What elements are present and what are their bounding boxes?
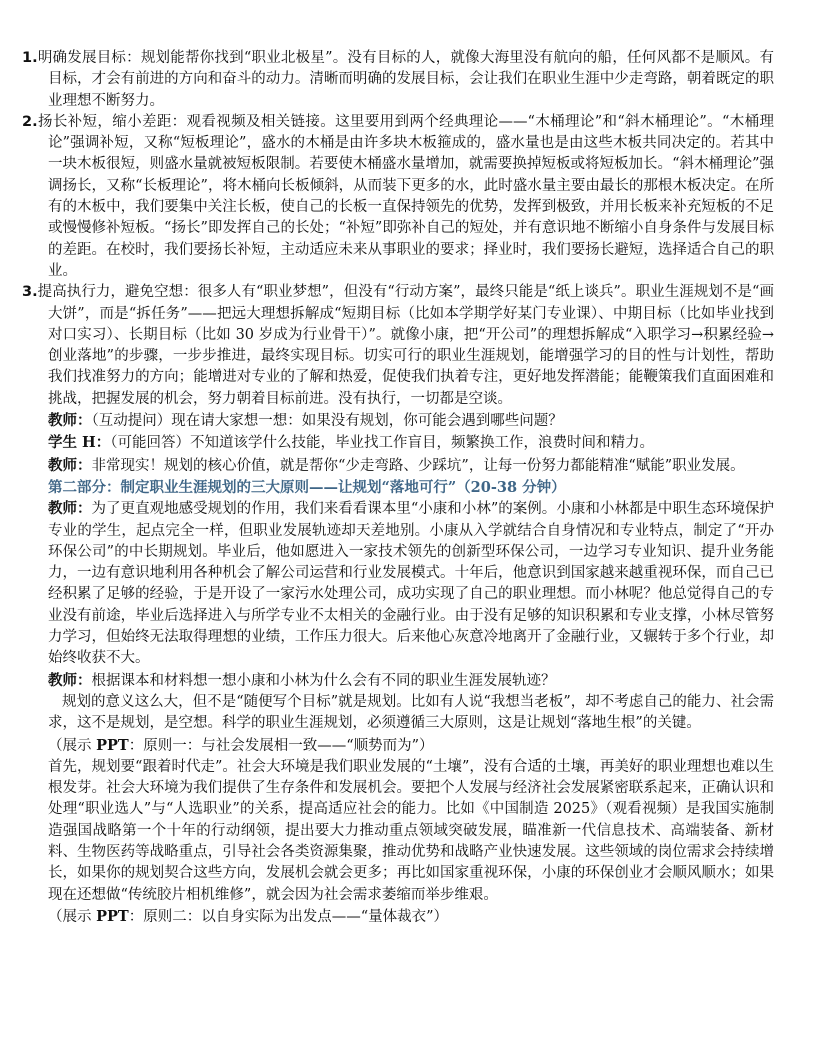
dialogue-text: （互动提问）现在请大家想一想：如果没有规划，你可能会遇到哪些问题？ (91, 413, 563, 430)
dialogue-text: 为了更直观地感受规划的作用，我们来看看课本里“小康和小林”的案例。小康和小林都是中职生态环境保护专业的学生，起点完全一样，但职业发展轨迹却天差地别。小康从入学就结合自身情况和专业特点，制定了“开办环保公司”的中长期规划。毕业后，他如愿进入一家技术领先的创新型环保公司，一边学习专业知识、提升业务能力，一边有意识地利用各种机会了解公司运营和行业发展模式。十年后，他意识到国家越来越重视环保，而自己已经积累了足够的经验，于是开设了一家污水处理公司，成功实现了自己的职业理想。而小林呢？他总觉得自己的专业没有前途，毕业后选择进入与所学专业不太相关的金融行业。由于没有足够的知识积累和专业支撑，小林尽管努力学习，但始终无法取得理想的业绩，工作压力很大。后来他心灰意冷地离开了金融行业，又辗转于多个行业，却始终收获不大。 (48, 501, 774, 667)
speaker-label: 教师： (48, 671, 92, 689)
paragraph-goal (22, 48, 774, 112)
ppt-note-principle-two (22, 906, 774, 928)
speaker-label: 学生 H： (48, 434, 111, 452)
ppt-label: PPT (96, 736, 129, 754)
paragraph-text: 扬长补短，缩小差距：观看视频及相关链接。这里要用到两个经典理论——“木桶理论”和“斜木桶理论”。“木桶理论”强调补短，又称“短板理论”，盛水的木桶是由许多块木板箍成的，盛水量也是由这些木板共同决定的。若其中一块木板很短，则盛水量就被短板限制。若要使木桶盛水量增加，就需要换掉短板或将短板加长。“斜木桶理论”强调扬长，又称“长板理论”，将木桶向长板倾斜，从而装下更多的水，此时盛水量主要由最长的那根木板决定。在所有的木板中，我们要集中关注长板，使自己的长板一直保持领先的优势，发挥到极致，并用长板来补充短板的不足或慢慢修补短板。“扬长”即发挥自己的长处；“补短”即弥补自己的短处，并有意识地不断缩小自身条件与发展目标的差距。在校时，我们要扬长补短，主动适应未来从事职业的要求；择业时，我们要扬长避短，选择适合自己的职业。 (37, 113, 774, 279)
paragraph-principle-one: 首先，规划要“跟着时代走”。社会大环境是我们职业发展的“土壤”，没有合适的土壤，再美好的职业理想也难以生根发芽。社会大环境为我们提供了生存条件和发展机会。要把个人发展与经济社会发展紧密联系起来，正确认识和处理“职业选人”与“人选职业”的关系，提高适应社会的能力。比如《中国制造 2025》（观看视频）是我国实施制造强国战略第一个十年的行动纲领，提出要大力推动重点领域突破发展，瞄准新一代信息技术、高端装备、新材料、生物医药等战略重点，引导社会各类资源集聚，推动优势和战略产业快速发展。这些领域的岗位需求会持续增长，如果你的规划契合这些方向，发展机会就会更多；再比如国家重视环保，小康的环保创业才会顺风顺水；如果现在还想做“传统胶片相机维修”，就会因为社会需求萎缩而举步维艰。 (48, 758, 774, 903)
list-number: 2. (22, 113, 38, 130)
dialogue-teacher-question (22, 410, 774, 432)
dialogue-text: （可能回答）不知道该学什么技能，毕业找工作盲目，频繁换工作，浪费时间和精力。 (110, 435, 654, 452)
speaker-label: 教师： (48, 412, 92, 430)
paragraph-text: 明确发展目标：规划能帮你找到“职业北极星”。没有目标的人，就像大海里没有航向的船，任何风都不是顺风。有目标，才会有前进的方向和奋斗的动力。清晰而明确的发展目标，会让我们在职业生涯中少走弯路，朝着既定的职业理想不断努力。 (37, 50, 774, 109)
ppt-prefix: （展示 (48, 908, 97, 925)
list-number: 3. (22, 284, 38, 301)
section-heading: 第二部分：制定职业生涯规划的三大原则——让规划“落地可行”（20-38 分钟） (48, 478, 566, 496)
dialogue-text: 根据课本和材料想一想小康和小林为什么会有不同的职业生涯发展轨迹？ (91, 672, 556, 689)
dialogue-teacher-case (22, 498, 774, 669)
speaker-label: 教师： (48, 500, 92, 518)
paragraph-text: 提高执行力，避免空想：很多人有“职业梦想”，但没有“行动方案”，最终只能是“纸上谈兵”。职业生涯规划不是“画大饼”，而是“拆任务”——把远大理想拆解成“短期目标（比如本学期学好某门专业课）、中期目标（比如毕业找到对口实习）、长期目标（比如 30 岁成为行业骨干）”。就像小康，把“开公司”的理想拆解成“入职学习→积累经验→创业落地”的步骤，一步步推进，最终实现目标。切实可行的职业生涯规划，能增强学习的目的性与计划性，帮助我们找准努力的方向；能增进对专业的了解和热爱，促使我们执着专注，更好地发挥潜能；能鞭策我们直面困难和挑战，把握发展的机会，努力朝着目标前进。没有执行，一切都是空谈。 (37, 284, 774, 407)
paragraph-execution (22, 282, 774, 410)
ppt-note-principle-one (22, 735, 774, 757)
ppt-prefix: （展示 (48, 737, 97, 754)
document-body (22, 48, 774, 928)
dialogue-text: 非常现实！规划的核心价值，就是帮你“少走弯路、少踩坑”，让每一份努力都能精准“赋能”职业发展。 (91, 457, 745, 474)
list-number: 1. (22, 50, 38, 66)
speaker-label: 教师： (48, 456, 92, 474)
ppt-text: ：原则二：以自身实际为出发点——“量体裁衣”） (128, 908, 449, 925)
ppt-text: ：原则一：与社会发展相一致——“顺势而为”） (128, 737, 434, 754)
ppt-label: PPT (96, 907, 129, 925)
paragraph-strengths (22, 112, 774, 282)
dialogue-teacher-prompt (22, 670, 774, 692)
dialogue-teacher-response (22, 455, 774, 477)
dialogue-student-answer (22, 432, 774, 454)
paragraph-meaning: 规划的意义这么大，但不是“随便写个目标”就是规划。比如有人说“我想当老板”，却不考虑自己的能力、社会需求，这不是规划，是空想。科学的职业生涯规划，必须遵循三大原则，这是让规划“落地生根”的关键。 (48, 693, 774, 732)
